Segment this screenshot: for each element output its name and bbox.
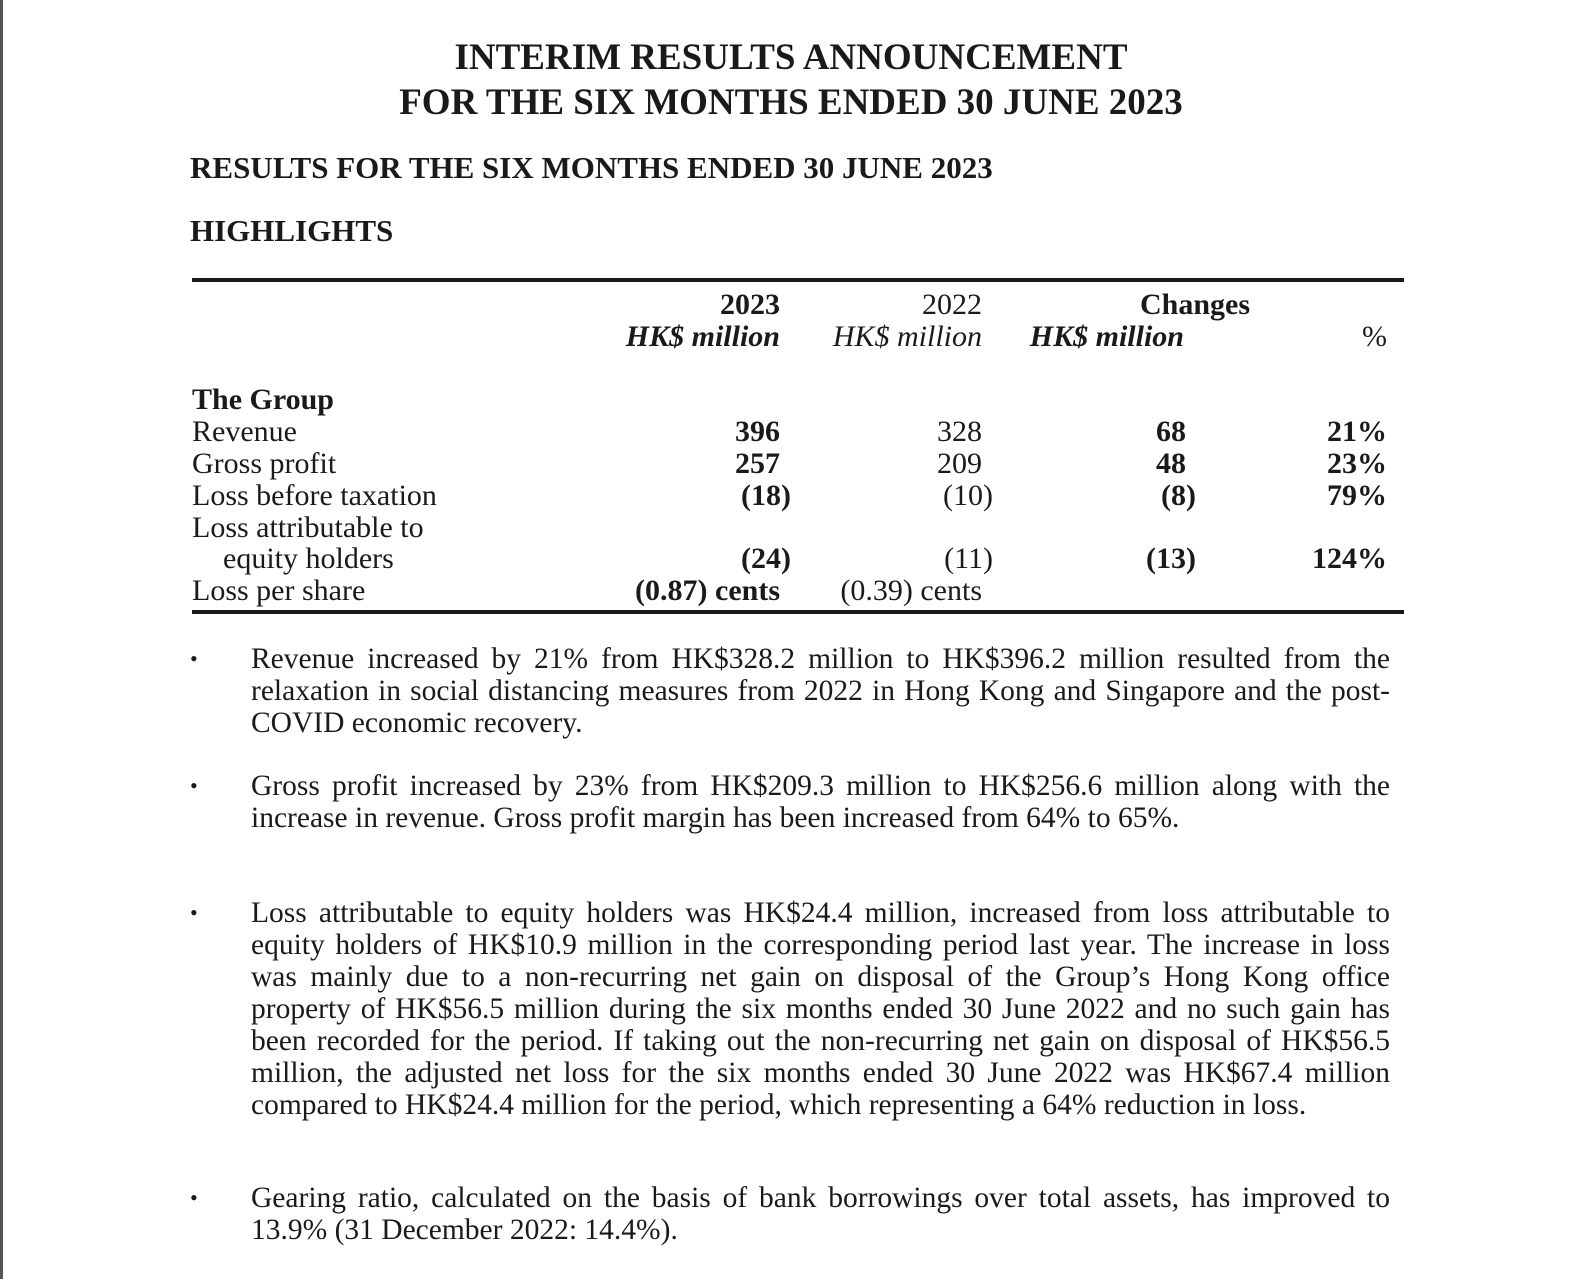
cell-revenue-2022: 328 (937, 415, 982, 448)
page-left-border (0, 0, 3, 1279)
table-top-rule (192, 278, 1404, 282)
row-label-loss-attributable: Loss attributable to (192, 511, 424, 544)
cell-loss-before-taxation-change: (8) (1161, 479, 1196, 512)
cell-loss-attributable-change: (13) (1146, 542, 1196, 575)
bullet-text-gearing-ratio: Gearing ratio, calculated on the basis of bank borrowings over total assets, has improved to 13.9% (31 December 2022: 14.4%). (251, 1182, 1390, 1246)
cell-loss-per-share-2022: (0.39) cents (840, 574, 982, 607)
col-header-changes: Changes (1140, 288, 1251, 321)
row-label-loss-per-share: Loss per share (192, 574, 366, 607)
cell-gross-profit-change: 48 (1156, 447, 1186, 480)
cell-revenue-pct: 21% (1327, 415, 1387, 448)
col-header-2022-year: 2022 (922, 288, 982, 321)
col-header-percent: % (1362, 320, 1387, 353)
bullet-marker: • (190, 646, 198, 671)
col-header-2023-year: 2023 (720, 288, 780, 321)
row-label-equity-holders: equity holders (223, 542, 394, 575)
row-label-gross-profit: Gross profit (192, 447, 337, 480)
bullet-marker: • (190, 773, 198, 798)
cell-gross-profit-2023: 257 (735, 447, 780, 480)
cell-loss-per-share-2023: (0.87) cents (635, 574, 780, 607)
col-header-2022-unit: HK$ million (832, 320, 982, 353)
announcement-title-line2: FOR THE SIX MONTHS ENDED 30 JUNE 2023 (399, 82, 1183, 123)
bullet-text-revenue: Revenue increased by 21% from HK$328.2 million to HK$396.2 million resulted from the relaxation in social distancing measures from 2022 in Hong Kong and Singapore and the post-COVID economic recovery. (251, 643, 1390, 739)
cell-loss-attributable-pct: 124% (1312, 542, 1387, 575)
cell-loss-before-taxation-2022: (10) (943, 479, 993, 512)
cell-loss-attributable-2022: (11) (944, 542, 993, 575)
highlights-heading: HIGHLIGHTS (190, 213, 394, 248)
announcement-title-line1: INTERIM RESULTS ANNOUNCEMENT (454, 37, 1128, 78)
table-bottom-rule (192, 610, 1404, 614)
cell-loss-attributable-2023: (24) (741, 542, 791, 575)
bullet-text-gross-profit: Gross profit increased by 23% from HK$209.3 million to HK$256.6 million along with the increase in revenue. Gross profit margin has been increased from 64% to 65%. (251, 770, 1390, 834)
col-header-2023-unit: HK$ million (625, 320, 780, 353)
cell-gross-profit-2022: 209 (937, 447, 982, 480)
bullet-marker: • (190, 1185, 198, 1210)
col-header-changes-unit: HK$ million (1029, 320, 1184, 353)
row-label-loss-before-taxation: Loss before taxation (192, 479, 437, 512)
bullet-marker: • (190, 900, 198, 925)
group-label: The Group (192, 383, 334, 416)
row-label-revenue: Revenue (192, 415, 297, 448)
cell-loss-before-taxation-pct: 79% (1327, 479, 1387, 512)
cell-gross-profit-pct: 23% (1327, 447, 1387, 480)
results-heading: RESULTS FOR THE SIX MONTHS ENDED 30 JUNE 2023 (190, 150, 993, 185)
cell-revenue-2023: 396 (735, 415, 780, 448)
cell-revenue-change: 68 (1156, 415, 1186, 448)
cell-loss-before-taxation-2023: (18) (741, 479, 791, 512)
bullet-text-loss-attributable: Loss attributable to equity holders was HK$24.4 million, increased from loss attributable to equity holders of HK$10.9 million in the corresponding period last year. The increase in loss was mainly due to a non-recurring net gain on disposal of the Group’s Hong Kong office property of HK$56.5 million during the six months ended 30 June 2022 and no such gain has been recorded for the period. If taking out the non-recurring net gain on disposal of HK$56.5 million, the adjusted net loss for the six months ended 30 June 2022 was HK$67.4 million compared to HK$24.4 million for the period, which representing a 64% reduction in loss. (251, 897, 1390, 1121)
